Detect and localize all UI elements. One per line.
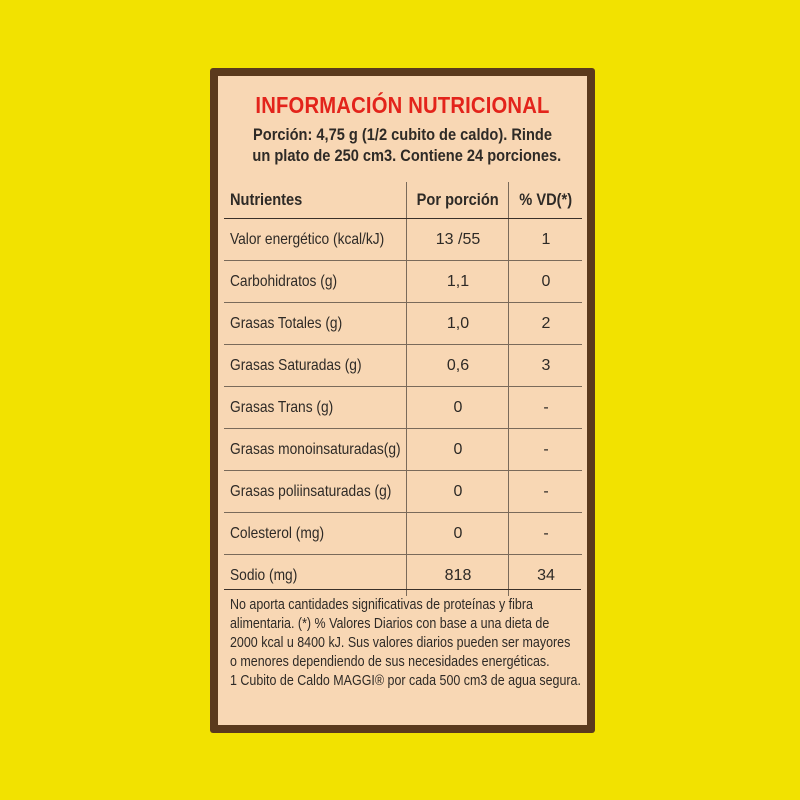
portion-line: un plato de 250 cm3. Contiene 24 porciones. [252, 146, 562, 165]
per-portion-value: 0 [406, 513, 509, 554]
footnote-line: alimentaria. (*) % Valores Diarios con base a una dieta de [230, 616, 550, 632]
table-row [224, 387, 582, 429]
per-portion-value: 0 [406, 471, 509, 512]
nutrition-table [224, 182, 582, 596]
table-row [224, 513, 582, 555]
per-portion-value: 13 /55 [406, 219, 509, 260]
header-nutrients: Nutrientes [230, 190, 303, 209]
nutrient-name: Grasas Trans (g) [230, 398, 334, 416]
vd-value: 34 [508, 555, 583, 596]
per-portion-value: 1,0 [406, 303, 509, 344]
nutrient-name: Valor energético (kcal/kJ) [230, 230, 385, 248]
nutrition-label-panel [218, 76, 587, 725]
table-header-row [224, 182, 582, 219]
nutrient-name: Carbohidratos (g) [230, 272, 338, 290]
footnote-line: 1 Cubito de Caldo MAGGI® por cada 500 cm3 de agua segura. [230, 673, 581, 689]
per-portion-value: 818 [406, 555, 509, 596]
nutrient-name: Grasas Saturadas (g) [230, 356, 362, 374]
nutrient-name: Grasas poliinsaturadas (g) [230, 482, 392, 500]
portion-line: Porción: 4,75 g (1/2 cubito de caldo). Rinde [253, 125, 552, 144]
footnote-line: No aporta cantidades significativas de proteínas y fibra [230, 597, 533, 613]
header-vd: % VD(*) [508, 182, 583, 218]
per-portion-value: 0 [406, 429, 509, 470]
vd-value: 3 [508, 345, 583, 386]
vd-value: 0 [508, 261, 583, 302]
per-portion-value: 1,1 [406, 261, 509, 302]
footnote-line: o menores dependiendo de sus necesidades energéticas. [230, 654, 550, 670]
table-row [224, 345, 582, 387]
nutrient-name: Grasas Totales (g) [230, 314, 343, 332]
nutrient-name: Colesterol (mg) [230, 524, 325, 542]
header-per-portion: Por porción [406, 182, 509, 218]
table-row [224, 219, 582, 261]
nutrient-name: Sodio (mg) [230, 566, 298, 584]
label-title: INFORMACIÓN NUTRICIONAL [255, 92, 550, 118]
footnote-line: 2000 kcal u 8400 kJ. Sus valores diarios pueden ser mayores [230, 635, 571, 651]
footnote [230, 596, 581, 691]
per-portion-value: 0 [406, 387, 509, 428]
vd-value: - [508, 387, 583, 428]
table-row [224, 261, 582, 303]
nutrition-label-frame [210, 68, 595, 733]
nutrient-name: Grasas monoinsaturadas(g) [230, 440, 401, 458]
vd-value: 1 [508, 219, 583, 260]
per-portion-value: 0,6 [406, 345, 509, 386]
portion-info [252, 124, 562, 166]
vd-value: - [508, 471, 583, 512]
vd-value: - [508, 513, 583, 554]
vd-value: 2 [508, 303, 583, 344]
footnote-divider [224, 589, 581, 590]
table-row [224, 303, 582, 345]
table-row [224, 471, 582, 513]
vd-value: - [508, 429, 583, 470]
table-row [224, 429, 582, 471]
